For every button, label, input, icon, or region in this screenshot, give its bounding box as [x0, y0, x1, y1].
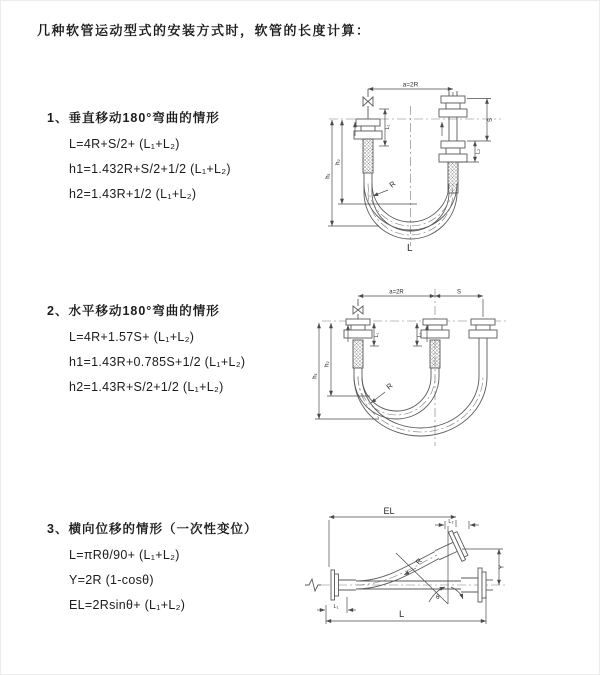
dim-label-l1: L₁	[333, 604, 339, 610]
dim-label-span: a=2R	[402, 81, 419, 89]
dim-label-h2: h₂	[335, 159, 342, 165]
span-dimension	[368, 82, 453, 97]
dim-label-l-total: L	[407, 243, 413, 254]
formula-length: L=πRθ/90+ (L₁+L₂)	[69, 548, 180, 562]
dim-label-s: S	[456, 289, 462, 296]
section-1-heading: 1、垂直移动180°弯曲的情形	[47, 111, 220, 125]
dim-label-y: Y	[498, 564, 506, 570]
diagram-vertical-180	[309, 76, 541, 262]
formula-length: L=4R+1.57S+ (L₁+L₂)	[69, 330, 195, 344]
vertical-bend-drawing	[309, 76, 541, 262]
formula-h1: h1=1.43R+0.785S+1/2 (L₁+L₂)	[69, 355, 246, 369]
dim-label-h1: h₁	[312, 373, 319, 379]
radius-callout	[373, 179, 398, 196]
formula-el: EL=2Rsinθ+ (L₁+L₂)	[69, 598, 186, 612]
dim-label-l1: L₁	[385, 124, 391, 130]
formula-h1: h1=1.432R+S/2+1/2 (L₁+L₂)	[69, 162, 231, 176]
lateral-displacement-drawing	[299, 501, 591, 643]
dim-label-theta: θ	[436, 594, 440, 601]
dim-label-s: S	[488, 117, 494, 123]
section-lateral-displacement	[47, 519, 257, 612]
dim-label-l-total: L	[399, 609, 405, 620]
section-vertical-180	[47, 108, 231, 201]
section-2-heading: 2、水平移动180°弯曲的情形	[47, 304, 220, 318]
dim-label-l2: L₂	[448, 519, 454, 525]
braid-section	[353, 340, 363, 368]
dim-label-r: R	[384, 381, 395, 392]
braid-section	[430, 340, 440, 368]
l2-dimension	[435, 519, 479, 529]
formula-y: Y=2R (1-cosθ)	[69, 573, 154, 587]
formula-h2: h2=1.43R+1/2 (L₁+L₂)	[69, 187, 197, 201]
middle-fitting	[421, 319, 449, 377]
dim-label-h1: h₁	[325, 173, 332, 179]
dim-label-l2: L₂	[475, 148, 482, 155]
l1-dimension	[317, 597, 356, 613]
span-dimension	[358, 290, 483, 318]
fitting-length-dimensions	[370, 323, 423, 346]
el-dimension	[329, 506, 456, 567]
hose-arcs	[354, 377, 487, 437]
fitting-length-dimension	[379, 109, 391, 146]
right-fitting	[469, 319, 497, 377]
dim-label-span: a=2R	[389, 289, 404, 296]
formula-h2: h2=1.43R+S/2+1/2 (L₁+L₂)	[69, 380, 224, 394]
right-fitting	[439, 91, 467, 193]
formula-length: L=4R+S/2+ (L₁+L₂)	[69, 137, 180, 151]
dim-label-l1: L₁	[374, 332, 380, 338]
valve-icon	[353, 299, 363, 319]
dim-label-l2: L₂	[417, 332, 423, 338]
upper-flange	[430, 529, 469, 570]
section-horizontal-180	[47, 301, 245, 394]
page-title: 几种软管运动型式的安装方式时，软管的长度计算：	[37, 23, 371, 38]
radius-callout	[371, 381, 395, 403]
valve-icon	[363, 89, 373, 119]
horizontal-bend-drawing	[304, 284, 536, 456]
break-mark	[305, 579, 321, 591]
diagram-horizontal-180	[304, 284, 536, 456]
left-fitting	[354, 119, 382, 193]
centerlines	[322, 289, 509, 446]
diagram-lateral-displacement	[299, 501, 591, 643]
dim-label-h2: h₂	[324, 361, 331, 367]
dim-label-r: R	[387, 179, 398, 190]
braid-section	[363, 139, 373, 173]
dim-label-r: R	[413, 556, 425, 567]
stroke-dimension	[459, 99, 494, 163]
section-3-heading: 3、横向位移的情形（一次性变位）	[47, 522, 258, 536]
dim-label-el: EL	[383, 506, 395, 516]
